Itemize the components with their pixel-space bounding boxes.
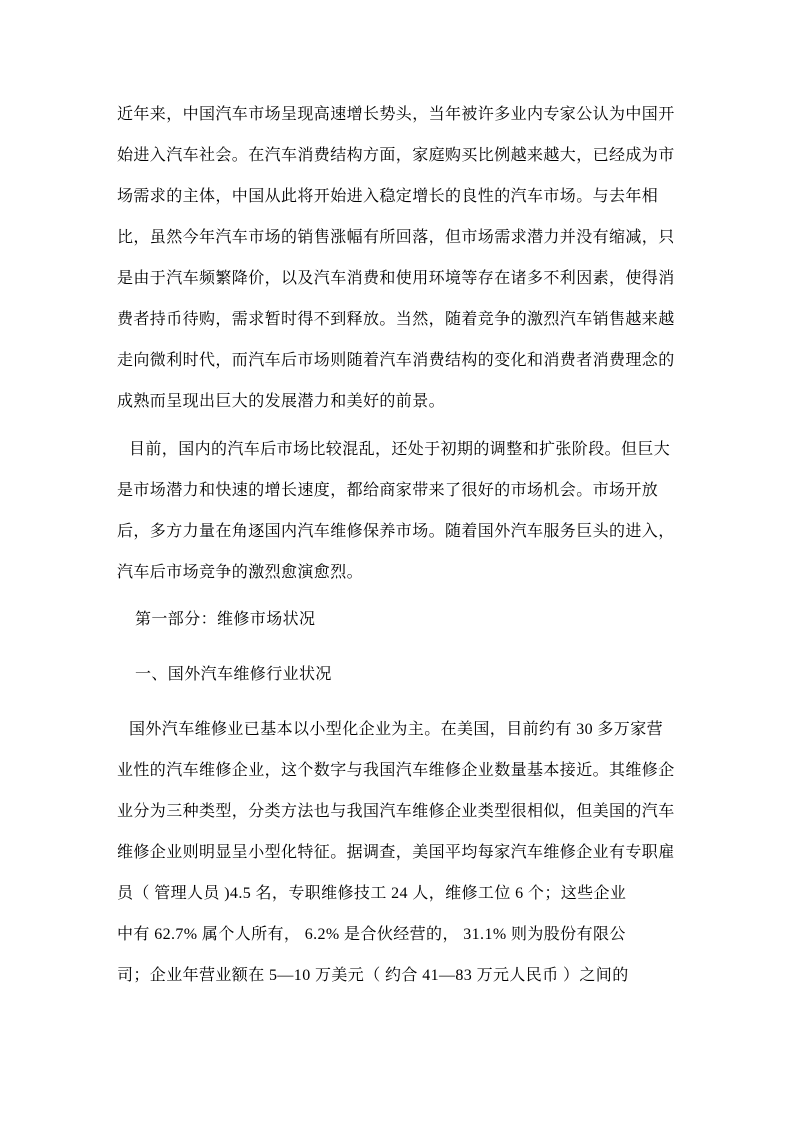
text-line: 汽车后市场竞争的激烈愈演愈烈。	[117, 564, 364, 581]
text-line: 场需求的主体，中国从此将开始进入稳定增长的良性的汽车市场。与去年相	[117, 188, 659, 205]
text-line: 始进入汽车社会。在汽车消费结构方面，家庭购买比例越来越大，已经成为市	[117, 147, 675, 164]
text-line: 后，多方力量在角逐国内汽车维修保养市场。随着国外汽车服务巨头的进入，	[117, 523, 675, 540]
text-line: 走向微利时代，而汽车后市场则随着汽车消费结构的变化和消费者消费理念的	[117, 352, 675, 369]
text-line: 是由于汽车频繁降价，以及汽车消费和使用环境等存在诸多不利因素，使得消	[117, 270, 675, 287]
text-line: 司；企业年营业额在 5—10 万美元（ 约合 41—83 万元人民币 ）之间的	[117, 967, 629, 984]
text-line: 国外汽车维修业已基本以小型化企业为主。在美国，目前约有 30 多万家营	[129, 721, 664, 738]
paragraph-overseas-repair-industry	[117, 709, 681, 996]
text-line: 中有 62.7% 属个人所有， 6.2% 是合伙经营的， 31.1% 则为股份有限公	[117, 926, 626, 943]
heading-text: 第一部分：维修市场状况	[135, 611, 316, 628]
heading-part-one	[117, 599, 681, 640]
text-line: 员（ 管理人员 )4.5 名，专职维修技工 24 人，维修工位 6 个；这些企业	[117, 885, 627, 902]
text-line: 业性的汽车维修企业，这个数字与我国汽车维修企业数量基本接近。其维修企	[117, 762, 675, 779]
text-line: 比，虽然今年汽车市场的销售涨幅有所回落，但市场需求潜力并没有缩减，只	[117, 229, 675, 246]
text-line: 成熟而呈现出巨大的发展潜力和美好的前景。	[117, 393, 446, 410]
text-line: 目前，国内的汽车后市场比较混乱，还处于初期的调整和扩张阶段。但巨大	[129, 441, 671, 458]
heading-text: 一、国外汽车维修行业状况	[135, 666, 332, 683]
paragraph-intro-auto-market	[117, 94, 681, 422]
document-body	[117, 94, 681, 996]
text-line: 业分为三种类型，分类方法也与我国汽车维修企业类型很相似，但美国的汽车	[117, 803, 675, 820]
paragraph-domestic-aftermarket	[117, 429, 681, 593]
heading-section-one	[117, 654, 681, 695]
text-line: 费者持币待购，需求暂时得不到释放。当然，随着竞争的激烈汽车销售越来越	[117, 311, 675, 328]
text-line: 近年来，中国汽车市场呈现高速增长势头，当年被许多业内专家公认为中国开	[117, 106, 675, 123]
text-line: 维修企业则明显呈小型化特征。据调查，美国平均每家汽车维修企业有专职雇	[117, 844, 675, 861]
text-line: 是市场潜力和快速的增长速度，都给商家带来了很好的市场机会。市场开放	[117, 482, 659, 499]
